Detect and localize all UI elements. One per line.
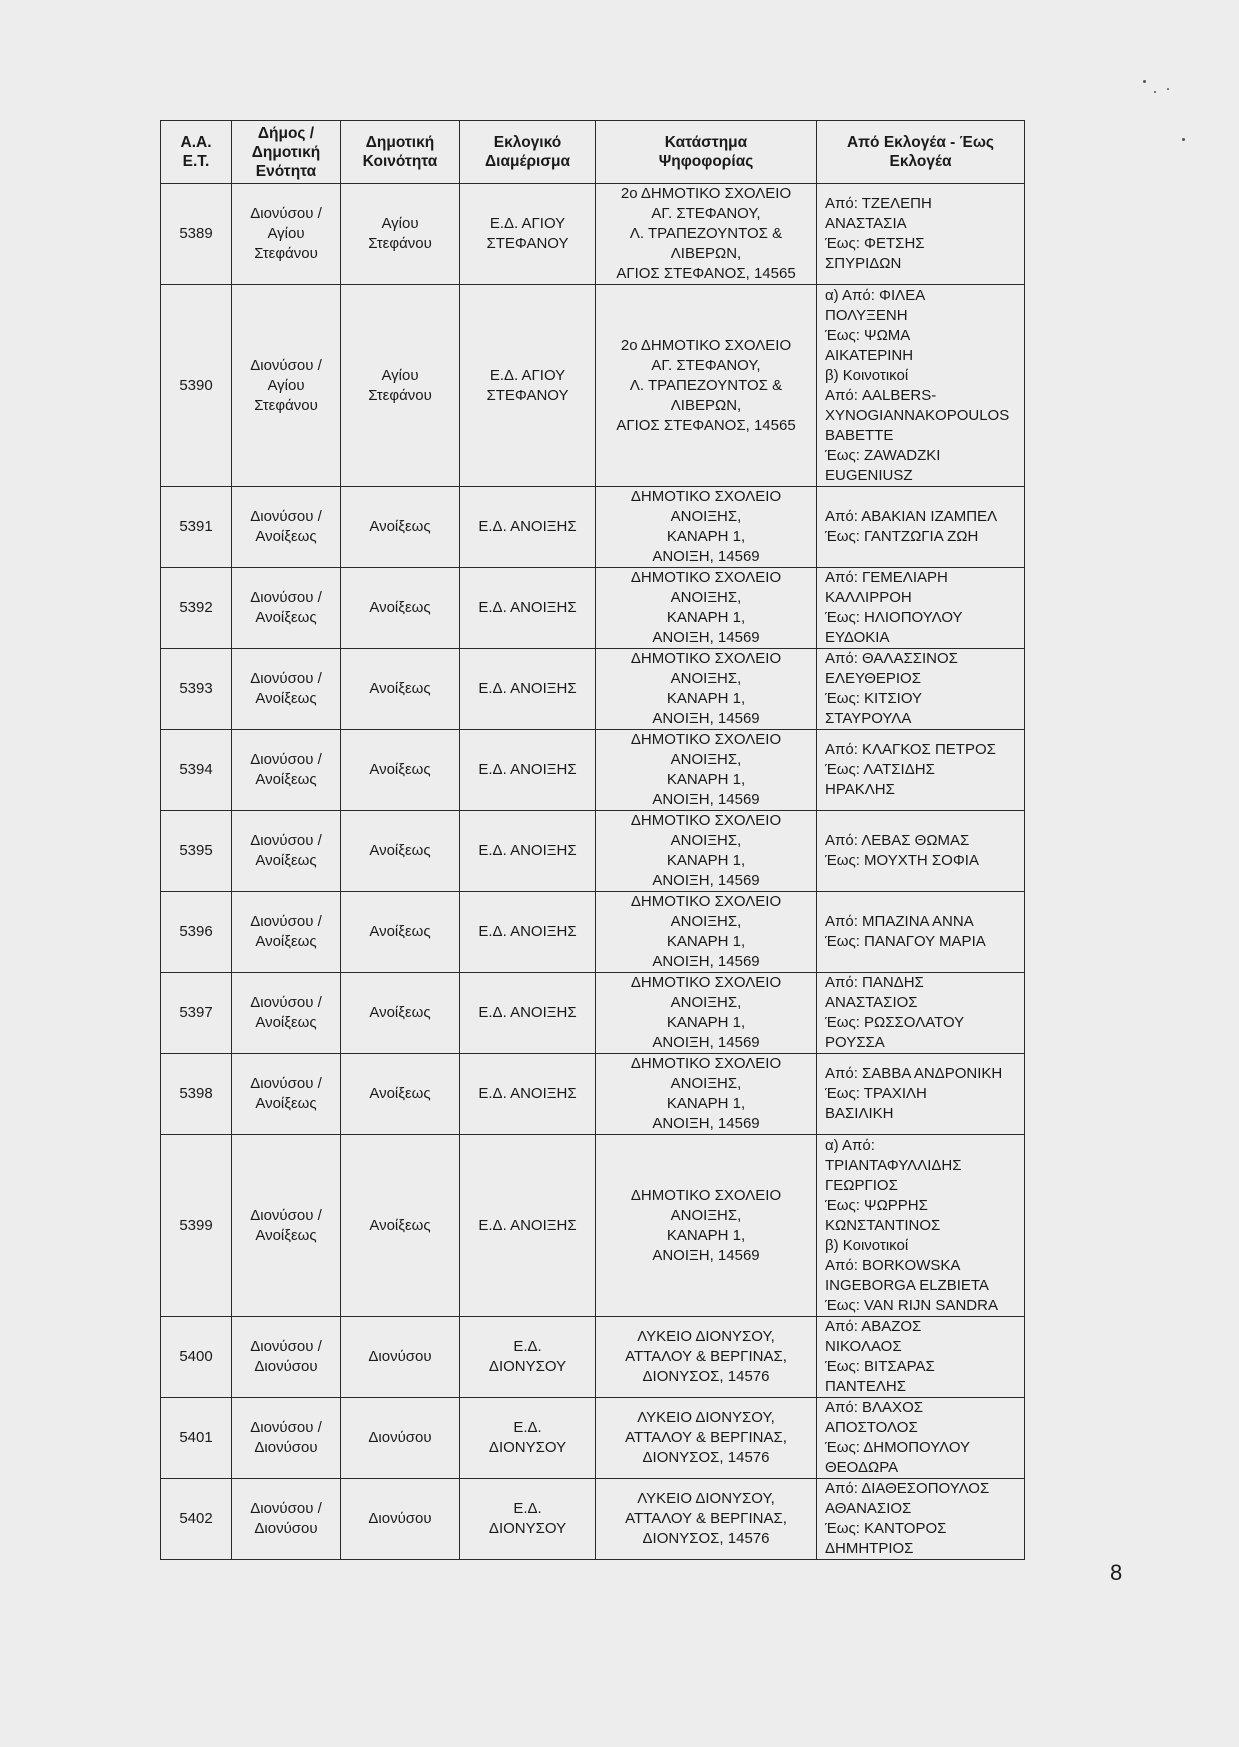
cell-diamerisma: Ε.Δ. ΑΝΟΙΞΗΣ <box>460 892 596 973</box>
page-number: 8 <box>1110 1560 1123 1585</box>
cell-aa: 5397 <box>161 973 232 1054</box>
table-row <box>161 730 1025 811</box>
cell-eklogeis: Από: ΒΛΑΧΟΣ ΑΠΟΣΤΟΛΟΣ Έως: ΔΗΜΟΠΟΥΛΟΥ ΘΕΟΔΩΡΑ <box>817 1398 1025 1479</box>
cell-eklogeis: α) Από: ΤΡΙΑΝΤΑΦΥΛΛΙΔΗΣ ΓΕΩΡΓΙΟΣ Έως: ΨΩΡΡΗΣ ΚΩΝΣΤΑΝΤΙΝΟΣ β) Κοινοτικοί Από: BORKOWSKA INGEBORGA ELZBIETA Έως: VAN RIJN SANDRA <box>817 1135 1025 1317</box>
cell-eklogeis: Από: ΚΛΑΓΚΟΣ ΠΕΤΡΟΣ Έως: ΛΑΤΣΙΔΗΣ ΗΡΑΚΛΗΣ <box>817 730 1025 811</box>
table-row <box>161 285 1025 487</box>
cell-dimos: Διονύσου / Ανοίξεως <box>232 487 341 568</box>
cell-dimos: Διονύσου / Ανοίξεως <box>232 892 341 973</box>
cell-dimos: Διονύσου / Ανοίξεως <box>232 1135 341 1317</box>
cell-aa: 5398 <box>161 1054 232 1135</box>
cell-aa: 5396 <box>161 892 232 973</box>
cell-aa: 5401 <box>161 1398 232 1479</box>
cell-katastima: ΔΗΜΟΤΙΚΟ ΣΧΟΛΕΙΟ ΑΝΟΙΞΗΣ, ΚΑΝΑΡΗ 1, ΑΝΟΙΞΗ, 14569 <box>596 730 817 811</box>
cell-aa: 5395 <box>161 811 232 892</box>
col-header-aa: Α.Α. Ε.Τ. <box>161 121 232 184</box>
cell-dimos: Διονύσου / Ανοίξεως <box>232 649 341 730</box>
cell-koinotita: Ανοίξεως <box>341 892 460 973</box>
col-header-dimos: Δήμος / Δημοτική Ενότητα <box>232 121 341 184</box>
cell-aa: 5393 <box>161 649 232 730</box>
cell-diamerisma: Ε.Δ. ΔΙΟΝΥΣΟΥ <box>460 1479 596 1560</box>
table-row <box>161 649 1025 730</box>
cell-eklogeis: Από: ΠΑΝΔΗΣ ΑΝΑΣΤΑΣΙΟΣ Έως: ΡΩΣΣΟΛΑΤΟΥ ΡΟΥΣΣΑ <box>817 973 1025 1054</box>
cell-aa: 5389 <box>161 184 232 285</box>
cell-diamerisma: Ε.Δ. ΑΝΟΙΞΗΣ <box>460 1054 596 1135</box>
cell-aa: 5394 <box>161 730 232 811</box>
scan-speck <box>1182 138 1185 141</box>
cell-koinotita: Διονύσου <box>341 1398 460 1479</box>
cell-diamerisma: Ε.Δ. ΑΝΟΙΞΗΣ <box>460 1135 596 1317</box>
cell-dimos: Διονύσου / Διονύσου <box>232 1479 341 1560</box>
cell-koinotita: Αγίου Στεφάνου <box>341 184 460 285</box>
cell-dimos: Διονύσου / Ανοίξεως <box>232 568 341 649</box>
cell-dimos: Διονύσου / Ανοίξεως <box>232 973 341 1054</box>
cell-diamerisma: Ε.Δ. ΑΝΟΙΞΗΣ <box>460 811 596 892</box>
cell-eklogeis: Από: ΛΕΒΑΣ ΘΩΜΑΣ Έως: ΜΟΥΧΤΗ ΣΟΦΙΑ <box>817 811 1025 892</box>
cell-aa: 5391 <box>161 487 232 568</box>
scan-speck <box>1167 88 1169 90</box>
table-row <box>161 973 1025 1054</box>
col-header-koinotita: Δημοτική Κοινότητα <box>341 121 460 184</box>
cell-katastima: ΔΗΜΟΤΙΚΟ ΣΧΟΛΕΙΟ ΑΝΟΙΞΗΣ, ΚΑΝΑΡΗ 1, ΑΝΟΙΞΗ, 14569 <box>596 892 817 973</box>
table-row <box>161 568 1025 649</box>
cell-dimos: Διονύσου / Ανοίξεως <box>232 730 341 811</box>
cell-eklogeis: Από: ΜΠΑΖΙΝΑ ΑΝΝΑ Έως: ΠΑΝΑΓΟΥ ΜΑΡΙΑ <box>817 892 1025 973</box>
cell-eklogeis: Από: ΤΖΕΛΕΠΗ ΑΝΑΣΤΑΣΙΑ Έως: ΦΕΤΣΗΣ ΣΠΥΡΙΔΩΝ <box>817 184 1025 285</box>
cell-eklogeis: Από: ΔΙΑΘΕΣΟΠΟΥΛΟΣ ΑΘΑΝΑΣΙΟΣ Έως: ΚΑΝΤΟΡΟΣ ΔΗΜΗΤΡΙΟΣ <box>817 1479 1025 1560</box>
table-row <box>161 892 1025 973</box>
cell-dimos: Διονύσου / Ανοίξεως <box>232 1054 341 1135</box>
cell-diamerisma: Ε.Δ. ΑΓΙΟΥ ΣΤΕΦΑΝΟΥ <box>460 285 596 487</box>
polling-stations-table <box>160 120 1025 1560</box>
cell-katastima: ΔΗΜΟΤΙΚΟ ΣΧΟΛΕΙΟ ΑΝΟΙΞΗΣ, ΚΑΝΑΡΗ 1, ΑΝΟΙΞΗ, 14569 <box>596 568 817 649</box>
cell-diamerisma: Ε.Δ. ΑΝΟΙΞΗΣ <box>460 568 596 649</box>
cell-eklogeis: α) Από: ΦΙΛΕΑ ΠΟΛΥΞΕΝΗ Έως: ΨΩΜΑ ΑΙΚΑΤΕΡΙΝΗ β) Κοινοτικοί Από: AALBERS- XYNOGIANNAKOPOULOS BABETTE Έως: ZAWADZKI EUGENIUSZ <box>817 285 1025 487</box>
table-row <box>161 1479 1025 1560</box>
col-header-katastima: Κατάστημα Ψηφοφορίας <box>596 121 817 184</box>
cell-diamerisma: Ε.Δ. ΔΙΟΝΥΣΟΥ <box>460 1317 596 1398</box>
cell-katastima: ΔΗΜΟΤΙΚΟ ΣΧΟΛΕΙΟ ΑΝΟΙΞΗΣ, ΚΑΝΑΡΗ 1, ΑΝΟΙΞΗ, 14569 <box>596 973 817 1054</box>
cell-katastima: ΔΗΜΟΤΙΚΟ ΣΧΟΛΕΙΟ ΑΝΟΙΞΗΣ, ΚΑΝΑΡΗ 1, ΑΝΟΙΞΗ, 14569 <box>596 649 817 730</box>
cell-dimos: Διονύσου / Αγίου Στεφάνου <box>232 285 341 487</box>
cell-dimos: Διονύσου / Ανοίξεως <box>232 811 341 892</box>
cell-katastima: ΛΥΚΕΙΟ ΔΙΟΝΥΣΟΥ, ΑΤΤΑΛΟΥ & ΒΕΡΓΙΝΑΣ, ΔΙΟΝΥΣΟΣ, 14576 <box>596 1317 817 1398</box>
cell-koinotita: Ανοίξεως <box>341 487 460 568</box>
cell-koinotita: Ανοίξεως <box>341 568 460 649</box>
cell-koinotita: Διονύσου <box>341 1479 460 1560</box>
cell-dimos: Διονύσου / Διονύσου <box>232 1317 341 1398</box>
cell-katastima: ΔΗΜΟΤΙΚΟ ΣΧΟΛΕΙΟ ΑΝΟΙΞΗΣ, ΚΑΝΑΡΗ 1, ΑΝΟΙΞΗ, 14569 <box>596 1135 817 1317</box>
cell-diamerisma: Ε.Δ. ΑΝΟΙΞΗΣ <box>460 649 596 730</box>
cell-katastima: 2ο ΔΗΜΟΤΙΚΟ ΣΧΟΛΕΙΟ ΑΓ. ΣΤΕΦΑΝΟΥ, Λ. ΤΡΑΠΕΖΟΥΝΤΟΣ & ΛΙΒΕΡΩΝ, ΑΓΙΟΣ ΣΤΕΦΑΝΟΣ, 14565 <box>596 184 817 285</box>
cell-aa: 5390 <box>161 285 232 487</box>
cell-eklogeis: Από: ΓΕΜΕΛΙΑΡΗ ΚΑΛΛΙΡΡΟΗ Έως: ΗΛΙΟΠΟΥΛΟΥ ΕΥΔΟΚΙΑ <box>817 568 1025 649</box>
table-row <box>161 1135 1025 1317</box>
cell-katastima: ΔΗΜΟΤΙΚΟ ΣΧΟΛΕΙΟ ΑΝΟΙΞΗΣ, ΚΑΝΑΡΗ 1, ΑΝΟΙΞΗ, 14569 <box>596 487 817 568</box>
scan-speck <box>1154 91 1156 93</box>
cell-diamerisma: Ε.Δ. ΑΝΟΙΞΗΣ <box>460 730 596 811</box>
cell-koinotita: Διονύσου <box>341 1317 460 1398</box>
table-header-row <box>161 121 1025 184</box>
cell-katastima: 2ο ΔΗΜΟΤΙΚΟ ΣΧΟΛΕΙΟ ΑΓ. ΣΤΕΦΑΝΟΥ, Λ. ΤΡΑΠΕΖΟΥΝΤΟΣ & ΛΙΒΕΡΩΝ, ΑΓΙΟΣ ΣΤΕΦΑΝΟΣ, 14565 <box>596 285 817 487</box>
table-row <box>161 1398 1025 1479</box>
cell-dimos: Διονύσου / Αγίου Στεφάνου <box>232 184 341 285</box>
table-row <box>161 487 1025 568</box>
cell-katastima: ΔΗΜΟΤΙΚΟ ΣΧΟΛΕΙΟ ΑΝΟΙΞΗΣ, ΚΑΝΑΡΗ 1, ΑΝΟΙΞΗ, 14569 <box>596 1054 817 1135</box>
cell-aa: 5400 <box>161 1317 232 1398</box>
cell-aa: 5402 <box>161 1479 232 1560</box>
cell-koinotita: Ανοίξεως <box>341 973 460 1054</box>
table-row <box>161 1054 1025 1135</box>
table-row <box>161 811 1025 892</box>
cell-eklogeis: Από: ΑΒΑΖΟΣ ΝΙΚΟΛΑΟΣ Έως: ΒΙΤΣΑΡΑΣ ΠΑΝΤΕΛΗΣ <box>817 1317 1025 1398</box>
cell-katastima: ΛΥΚΕΙΟ ΔΙΟΝΥΣΟΥ, ΑΤΤΑΛΟΥ & ΒΕΡΓΙΝΑΣ, ΔΙΟΝΥΣΟΣ, 14576 <box>596 1398 817 1479</box>
cell-koinotita: Ανοίξεως <box>341 1135 460 1317</box>
cell-koinotita: Ανοίξεως <box>341 730 460 811</box>
cell-koinotita: Ανοίξεως <box>341 649 460 730</box>
cell-diamerisma: Ε.Δ. ΔΙΟΝΥΣΟΥ <box>460 1398 596 1479</box>
cell-diamerisma: Ε.Δ. ΑΝΟΙΞΗΣ <box>460 973 596 1054</box>
cell-diamerisma: Ε.Δ. ΑΝΟΙΞΗΣ <box>460 487 596 568</box>
cell-koinotita: Ανοίξεως <box>341 1054 460 1135</box>
cell-koinotita: Αγίου Στεφάνου <box>341 285 460 487</box>
table-row <box>161 184 1025 285</box>
cell-dimos: Διονύσου / Διονύσου <box>232 1398 341 1479</box>
cell-koinotita: Ανοίξεως <box>341 811 460 892</box>
cell-eklogeis: Από: ΑΒΑΚΙΑΝ ΙΖΑΜΠΕΛ Έως: ΓΑΝΤΖΩΓΙΑ ΖΩΗ <box>817 487 1025 568</box>
cell-aa: 5392 <box>161 568 232 649</box>
cell-eklogeis: Από: ΣΑΒΒΑ ΑΝΔΡΟΝΙΚΗ Έως: ΤΡΑΧΙΛΗ ΒΑΣΙΛΙΚΗ <box>817 1054 1025 1135</box>
cell-eklogeis: Από: ΘΑΛΑΣΣΙΝΟΣ ΕΛΕΥΘΕΡΙΟΣ Έως: ΚΙΤΣΙΟΥ ΣΤΑΥΡΟΥΛΑ <box>817 649 1025 730</box>
cell-diamerisma: Ε.Δ. ΑΓΙΟΥ ΣΤΕΦΑΝΟΥ <box>460 184 596 285</box>
col-header-eklogeis: Από Εκλογέα - Έως Εκλογέα <box>817 121 1025 184</box>
cell-katastima: ΔΗΜΟΤΙΚΟ ΣΧΟΛΕΙΟ ΑΝΟΙΞΗΣ, ΚΑΝΑΡΗ 1, ΑΝΟΙΞΗ, 14569 <box>596 811 817 892</box>
scan-speck <box>1143 80 1146 83</box>
cell-aa: 5399 <box>161 1135 232 1317</box>
col-header-diamerisma: Εκλογικό Διαμέρισμα <box>460 121 596 184</box>
table-row <box>161 1317 1025 1398</box>
cell-katastima: ΛΥΚΕΙΟ ΔΙΟΝΥΣΟΥ, ΑΤΤΑΛΟΥ & ΒΕΡΓΙΝΑΣ, ΔΙΟΝΥΣΟΣ, 14576 <box>596 1479 817 1560</box>
